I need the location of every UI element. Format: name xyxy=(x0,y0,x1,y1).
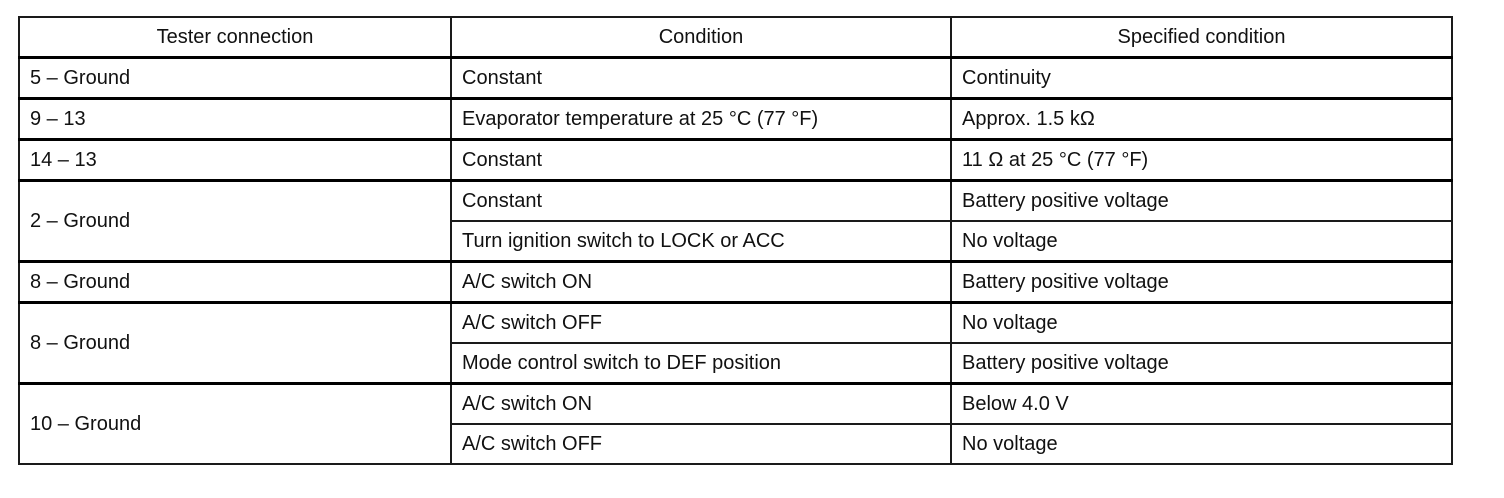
condition-cell: A/C switch OFF xyxy=(451,424,951,464)
condition-cell: A/C switch ON xyxy=(451,384,951,425)
condition-cell: Mode control switch to DEF position xyxy=(451,343,951,384)
table-row xyxy=(19,303,1452,344)
specified-condition-cell: Continuity xyxy=(951,58,1452,99)
tester-connection-cell: 8 – Ground xyxy=(19,262,451,303)
specified-condition-cell: No voltage xyxy=(951,221,1452,262)
table-row xyxy=(19,140,1452,181)
specified-condition-cell: Battery positive voltage xyxy=(951,181,1452,222)
tester-connection-cell: 14 – 13 xyxy=(19,140,451,181)
condition-cell: Constant xyxy=(451,58,951,99)
tester-connection-cell: 8 – Ground xyxy=(19,303,451,384)
tester-connection-cell: 9 – 13 xyxy=(19,99,451,140)
specified-condition-cell: Below 4.0 V xyxy=(951,384,1452,425)
tester-connection-cell: 2 – Ground xyxy=(19,181,451,262)
tester-connection-cell: 10 – Ground xyxy=(19,384,451,465)
table-row xyxy=(19,262,1452,303)
table-row xyxy=(19,99,1452,140)
condition-cell: A/C switch ON xyxy=(451,262,951,303)
table-row xyxy=(19,58,1452,99)
condition-cell: Constant xyxy=(451,140,951,181)
condition-cell: A/C switch OFF xyxy=(451,303,951,344)
table-row xyxy=(19,384,1452,425)
specified-condition-cell: Battery positive voltage xyxy=(951,343,1452,384)
specified-condition-cell: No voltage xyxy=(951,303,1452,344)
header-specified-condition: Specified condition xyxy=(951,17,1452,58)
specified-condition-cell: Approx. 1.5 kΩ xyxy=(951,99,1452,140)
header-tester-connection: Tester connection xyxy=(19,17,451,58)
condition-cell: Constant xyxy=(451,181,951,222)
table-header-row xyxy=(19,17,1452,58)
table-row xyxy=(19,181,1452,222)
specified-condition-cell: No voltage xyxy=(951,424,1452,464)
condition-cell: Turn ignition switch to LOCK or ACC xyxy=(451,221,951,262)
specified-condition-cell: 11 Ω at 25 °C (77 °F) xyxy=(951,140,1452,181)
header-condition: Condition xyxy=(451,17,951,58)
specification-table xyxy=(18,16,1453,465)
specified-condition-cell: Battery positive voltage xyxy=(951,262,1452,303)
tester-connection-cell: 5 – Ground xyxy=(19,58,451,99)
condition-cell: Evaporator temperature at 25 °C (77 °F) xyxy=(451,99,951,140)
